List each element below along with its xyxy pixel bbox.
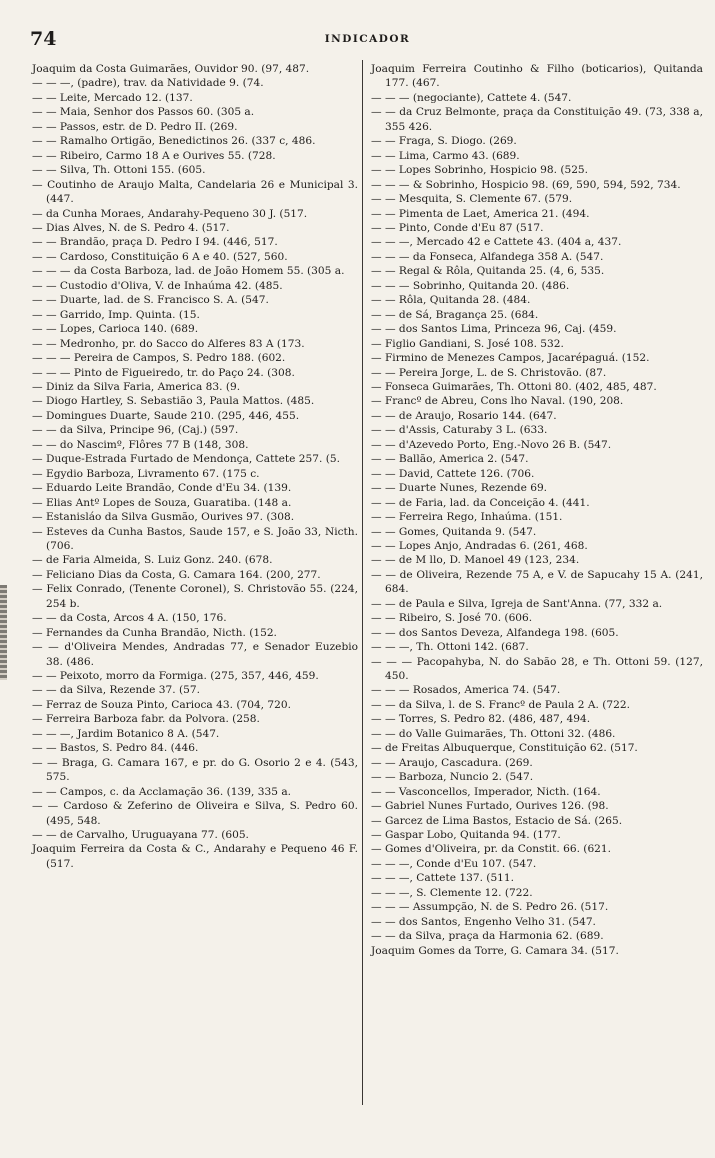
- directory-entry: — Feliciano Dias da Costa, G. Camara 164. (200, 277.: [32, 568, 321, 581]
- directory-entry: — — da Costa, Arcos 4 A. (150, 176.: [32, 612, 227, 625]
- directory-entry: — — Passos, estr. de D. Pedro II. (269.: [32, 120, 238, 133]
- directory-entry: — — — Pinto de Figueiredo, tr. do Paço 24. (308.: [32, 366, 295, 379]
- directory-entry: — — Garrido, Imp. Quinta. (15.: [32, 308, 200, 321]
- directory-entry: — Duque-Estrada Furtado de Mendonça, Cattete 257. (5.: [32, 453, 340, 466]
- directory-entry: — — de Oliveira, Rezende 75 A, e V. de Sapucahy 15 A. (241, 684.: [371, 568, 703, 596]
- directory-entry: — — do Nascimº, Flôres 77 B (148, 308.: [32, 438, 249, 451]
- directory-entry: — — Leite, Mercado 12. (137.: [32, 91, 193, 104]
- directory-entry: — — Braga, G. Camara 167, e pr. do G. Osorio 2 e 4. (543, 575.: [32, 756, 358, 784]
- directory-entry: — — Lima, Carmo 43. (689.: [371, 149, 520, 162]
- directory-entry: — — Lopes Anjo, Andradas 6. (261, 468.: [371, 539, 588, 552]
- directory-entry: — Francº de Abreu, Cons lho Naval. (190, 208.: [371, 395, 624, 408]
- directory-entry: — — Ferreira Rego, Inhaúma. (151.: [371, 511, 563, 524]
- directory-entry: — — da Silva, praça da Harmonia 62. (689.: [371, 930, 604, 943]
- directory-entry: — — da Silva, Rezende 37. (57.: [32, 684, 200, 697]
- directory-entry: — Diogo Hartley, S. Sebastião 3, Paula Mattos. (485.: [32, 395, 315, 408]
- directory-entry: — Gomes d'Oliveira, pr. da Constit. 66. (621.: [371, 843, 612, 856]
- directory-entry: — de Freitas Albuquerque, Constituição 62. (517.: [371, 742, 638, 755]
- directory-entry: — — — da Fonseca, Alfandega 358 A. (547.: [371, 250, 604, 263]
- directory-entry: — Fonseca Guimarães, Th. Ottoni 80. (402, 485, 487.: [371, 380, 657, 393]
- directory-entry: — Ferraz de Souza Pinto, Carioca 43. (704, 720.: [32, 698, 292, 711]
- directory-entry: — — dos Santos Lima, Princeza 96, Caj. (459.: [371, 323, 617, 336]
- directory-entry: — — — & Sobrinho, Hospicio 98. (69, 590, 594, 592, 734.: [371, 178, 681, 191]
- directory-entry: — — Cardoso, Constituição 6 A e 40. (527, 560.: [32, 250, 288, 263]
- directory-entry: — Figlio Gandiani, S. José 108. 532.: [371, 337, 564, 350]
- directory-entry: — — da Silva, l. de S. Francº de Paula 2 A. (722.: [371, 698, 630, 711]
- directory-entry: — de Faria Almeida, S. Luiz Gonz. 240. (678.: [32, 554, 273, 567]
- directory-entry: — — Ballão, America 2. (547.: [371, 453, 529, 466]
- directory-entry: — — da Cruz Belmonte, praça da Constituição 49. (73, 338 a, 355 426.: [371, 106, 703, 133]
- directory-entry: — — Regal & Rôla, Quitanda 25. (4, 6, 535.: [371, 265, 605, 278]
- left-column: [32, 62, 358, 871]
- directory-entry: — — Rôla, Quitanda 28. (484.: [371, 294, 531, 307]
- directory-entry: — — Ribeiro, S. José 70. (606.: [371, 612, 533, 625]
- directory-entry: Joaquim Ferreira da Costa & C., Andarahy e Pequeno 46 F. (517.: [32, 843, 358, 870]
- directory-entry: — — dos Santos, Engenho Velho 31. (547.: [371, 915, 596, 928]
- directory-entry: — Felix Conrado, (Tenente Coronel), S. Christovão 55. (224, 254 b.: [32, 583, 358, 610]
- directory-entry: — — d'Assis, Caturaby 3 L. (633.: [371, 424, 548, 437]
- directory-entry: — — de Sá, Bragança 25. (684.: [371, 308, 539, 321]
- binding-edge-mark: [0, 585, 7, 680]
- directory-entry: — — —, Conde d'Eu 107. (547.: [371, 857, 537, 870]
- directory-entry: — — — Sobrinho, Quitanda 20. (486.: [371, 279, 570, 292]
- directory-entry: — — Ribeiro, Carmo 18 A e Ourives 55. (728.: [32, 149, 276, 162]
- directory-entry: — — de Carvalho, Uruguayana 77. (605.: [32, 829, 249, 842]
- directory-entry: — — Duarte, lad. de S. Francisco S. A. (547.: [32, 294, 269, 307]
- directory-entry: — Ferreira Barboza fabr. da Polvora. (258.: [32, 713, 260, 726]
- directory-entry: — Egydio Barboza, Livramento 67. (175 c.: [32, 467, 260, 480]
- directory-entry: — — Custodio d'Oliva, V. de Inhaúma 42. (485.: [32, 279, 283, 292]
- page-number: 74: [30, 28, 57, 50]
- directory-entry: — — da Silva, Principe 96, (Caj.) (597.: [32, 424, 239, 437]
- directory-entry: — — —, S. Clemente 12. (722.: [371, 886, 533, 899]
- directory-entry: — — do Valle Guimarães, Th. Ottoni 32. (486.: [371, 727, 616, 740]
- directory-entry: — — —, (padre), trav. da Natividade 9. (74.: [32, 77, 264, 90]
- directory-entry: Joaquim Ferreira Coutinho & Filho (boticarios), Quitanda 177. (467.: [371, 63, 703, 90]
- directory-entry: — — — Rosados, America 74. (547.: [371, 684, 561, 697]
- directory-entry: — — David, Cattete 126. (706.: [371, 467, 535, 480]
- directory-entry: — — Pinto, Conde d'Eu 87 (517.: [371, 221, 544, 234]
- directory-entry: Joaquim Gomes da Torre, G. Camara 34. (517.: [371, 944, 619, 957]
- directory-entry: — — Duarte Nunes, Rezende 69.: [371, 482, 548, 495]
- running-head: INDICADOR: [324, 33, 411, 45]
- directory-entry: — — Cardoso & Zeferino de Oliveira e Silva, S. Pedro 60. (495, 548.: [32, 800, 358, 827]
- right-column: [371, 62, 703, 958]
- directory-entry: — — Peixoto, morro da Formiga. (275, 357, 446, 459.: [32, 670, 319, 683]
- directory-entry: — — Ramalho Ortigão, Benedictinos 26. (337 c, 486.: [32, 135, 316, 148]
- directory-entry: — — Torres, S. Pedro 82. (486, 487, 494.: [371, 713, 591, 726]
- directory-entry: — Fernandes da Cunha Brandão, Nicth. (152.: [32, 626, 277, 639]
- directory-entry: — — — Assumpção, N. de S. Pedro 26. (517.: [371, 901, 609, 914]
- directory-entry: — — — Pacopahyba, N. do Sabão 28, e Th. Ottoni 59. (127, 450.: [371, 655, 703, 683]
- directory-entry: — — Barboza, Nuncio 2. (547.: [371, 771, 534, 784]
- directory-entry: — Eduardo Leite Brandão, Conde d'Eu 34. (139.: [32, 482, 292, 495]
- directory-entry: — Esteves da Cunha Bastos, Saude 157, e S. João 33, Nicth. (706.: [32, 525, 358, 552]
- directory-entry: — Coutinho de Araujo Malta, Candelaria 26 e Municipal 3. (447.: [32, 178, 358, 206]
- directory-entry: — — — Pereira de Campos, S. Pedro 188. (602.: [32, 352, 286, 365]
- directory-entry: — — Fraga, S. Diogo. (269.: [371, 135, 517, 148]
- directory-entry: — — d'Oliveira Mendes, Andradas 77, e Senador Euzebio 38. (486.: [32, 641, 358, 668]
- page-header: [30, 28, 705, 50]
- directory-entry: — — Maia, Senhor dos Passos 60. (305 a.: [32, 106, 255, 119]
- directory-entry: — — de M llo, D. Manoel 49 (123, 234.: [371, 554, 580, 567]
- directory-entry: — — Lopes Sobrinho, Hospicio 98. (525.: [371, 164, 589, 177]
- directory-entry: — Firmino de Menezes Campos, Jacarépaguá. (152.: [371, 352, 650, 365]
- directory-entry: — — Medronho, pr. do Sacco do Alferes 83 A (173.: [32, 337, 305, 350]
- directory-entry: — — Campos, c. da Acclamação 36. (139, 335 a.: [32, 785, 292, 798]
- directory-entry: — — de Faria, lad. da Conceição 4. (441.: [371, 496, 590, 509]
- directory-entry: — Domingues Duarte, Saude 210. (295, 446, 455.: [32, 409, 300, 422]
- directory-entry: — — — da Costa Barboza, lad. de João Homem 55. (305 a.: [32, 265, 345, 278]
- directory-entry: — — —, Jardim Botanico 8 A. (547.: [32, 727, 220, 740]
- directory-entry: — — — (negociante), Cattete 4. (547.: [371, 91, 572, 104]
- directory-entry: — — —, Cattete 137. (511.: [371, 872, 515, 885]
- directory-entry: — da Cunha Moraes, Andarahy-Pequeno 30 J. (517.: [32, 207, 308, 220]
- directory-entry: — — Lopes, Carioca 140. (689.: [32, 323, 199, 336]
- directory-entry: — — Gomes, Quitanda 9. (547.: [371, 525, 537, 538]
- directory-entry: — Gabriel Nunes Furtado, Ourives 126. (98.: [371, 800, 609, 813]
- directory-entry: — — Araujo, Cascadura. (269.: [371, 756, 533, 769]
- directory-entry: — — Brandão, praça D. Pedro I 94. (446, 517.: [32, 236, 278, 249]
- directory-entry: — — Mesquita, S. Clemente 67. (579.: [371, 193, 573, 206]
- directory-entry: Joaquim da Costa Guimarães, Ouvidor 90. (97, 487.: [32, 63, 310, 75]
- directory-entry: — — de Paula e Silva, Igreja de Sant'Anna. (77, 332 a.: [371, 597, 663, 610]
- directory-entry: — Elias Antº Lopes de Souza, Guaratiba. (148 a.: [32, 496, 292, 509]
- directory-entry: — — dos Santos Deveza, Alfandega 198. (605.: [371, 626, 619, 639]
- directory-entry: — Diniz da Silva Faria, America 83. (9.: [32, 380, 241, 393]
- directory-entry: — Garcez de Lima Bastos, Estacio de Sá. (265.: [371, 814, 623, 827]
- directory-entry: — Dias Alves, N. de S. Pedro 4. (517.: [32, 221, 230, 234]
- directory-entry: — Estanisláo da Silva Gusmão, Ourives 97. (308.: [32, 511, 295, 524]
- directory-entry: — — Pereira Jorge, L. de S. Christovão. (87.: [371, 366, 607, 379]
- directory-entry: — — Pimenta de Laet, America 21. (494.: [371, 207, 590, 220]
- column-rule: [362, 60, 363, 1105]
- directory-entry: — — Silva, Th. Ottoni 155. (605.: [32, 164, 206, 177]
- directory-entry: — — —, Mercado 42 e Cattete 43. (404 a, 437.: [371, 236, 622, 249]
- directory-entry: — — de Araujo, Rosario 144. (647.: [371, 409, 557, 422]
- directory-entry: — — Bastos, S. Pedro 84. (446.: [32, 742, 199, 755]
- directory-entry: — Gaspar Lobo, Quitanda 94. (177.: [371, 829, 561, 842]
- directory-entry: — — —, Th. Ottoni 142. (687.: [371, 641, 529, 654]
- directory-entry: — — Vasconcellos, Imperador, Nicth. (164.: [371, 785, 601, 798]
- directory-entry: — — d'Azevedo Porto, Eng.-Novo 26 B. (547.: [371, 438, 612, 451]
